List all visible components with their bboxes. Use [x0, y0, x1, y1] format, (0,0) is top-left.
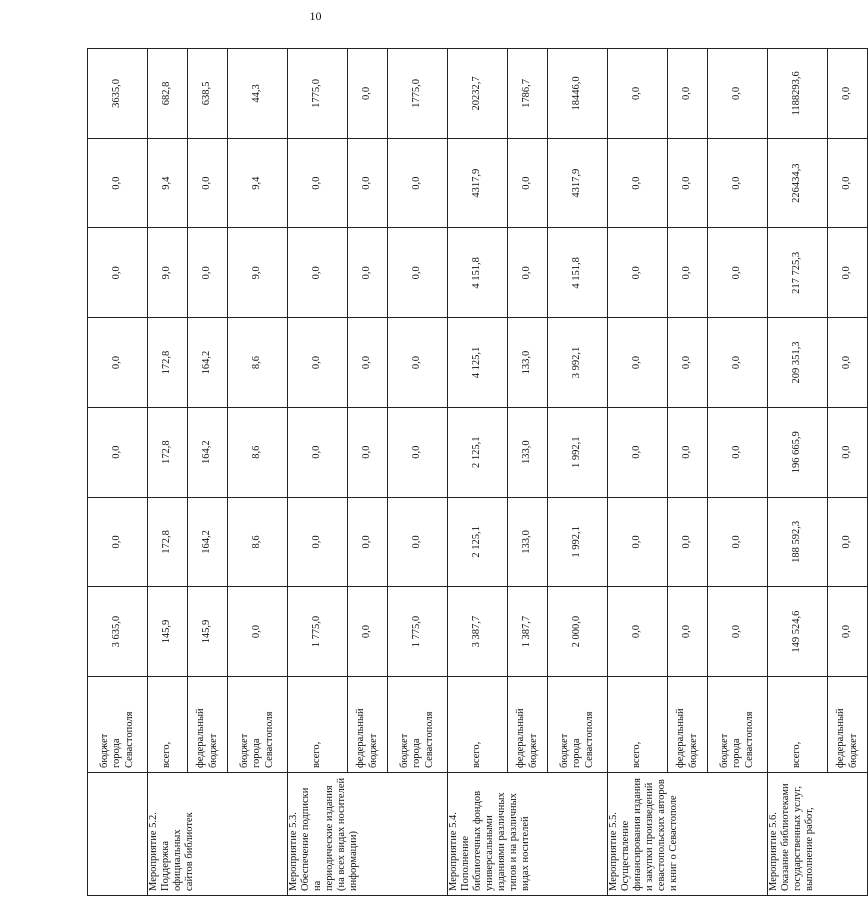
amount-cell: 133,0: [508, 318, 548, 408]
amount-cell: 0,0: [508, 228, 548, 318]
budget-table: [87, 48, 868, 896]
table-row: [668, 49, 708, 896]
table-row: [548, 49, 608, 896]
amount-cell: 2 125,1: [448, 407, 508, 497]
funding-source-cell: бюджет города Севастополя: [708, 676, 768, 772]
amount-cell: 1 775,0: [388, 587, 448, 677]
amount-cell: 0,0: [668, 228, 708, 318]
amount-cell: 0,0: [188, 138, 228, 228]
table-row: [508, 49, 548, 896]
amount-cell: 3635,0: [88, 49, 148, 139]
amount-cell: 0,0: [288, 318, 348, 408]
amount-cell: 9,4: [148, 138, 188, 228]
amount-cell: 172,8: [148, 497, 188, 587]
amount-cell: 20232,7: [448, 49, 508, 139]
amount-cell: 145,9: [188, 587, 228, 677]
table-row: [608, 49, 668, 896]
amount-cell: 0,0: [828, 138, 868, 228]
table-row: [148, 49, 188, 896]
amount-cell: 0,0: [348, 407, 388, 497]
amount-cell: 1775,0: [388, 49, 448, 139]
amount-cell: 4 151,8: [448, 228, 508, 318]
table-row: [228, 49, 288, 896]
amount-cell: 209 351,3: [768, 318, 828, 408]
amount-cell: 0,0: [348, 587, 388, 677]
amount-cell: 0,0: [828, 318, 868, 408]
amount-cell: 0,0: [708, 228, 768, 318]
activity-cell: Мероприятие 5.5. Осуществление финансирования издания и закупки произведений севастопольских авторов и книг о Севастополе: [608, 773, 768, 896]
amount-cell: 0,0: [348, 138, 388, 228]
amount-cell: 0,0: [668, 318, 708, 408]
funding-source-cell: всего,: [288, 676, 348, 772]
amount-cell: 9,0: [228, 228, 288, 318]
amount-cell: 0,0: [88, 318, 148, 408]
table-row: [828, 49, 868, 896]
amount-cell: 1 387,7: [508, 587, 548, 677]
amount-cell: 0,0: [608, 318, 668, 408]
amount-cell: 0,0: [388, 138, 448, 228]
amount-cell: 164,2: [188, 407, 228, 497]
amount-cell: 149 524,6: [768, 587, 828, 677]
amount-cell: 8,6: [228, 407, 288, 497]
amount-cell: 0,0: [348, 228, 388, 318]
amount-cell: 0,0: [88, 407, 148, 497]
amount-cell: 4317,9: [548, 138, 608, 228]
funding-source-cell: федеральный бюджет: [348, 676, 388, 772]
amount-cell: 0,0: [608, 49, 668, 139]
amount-cell: 3 387,7: [448, 587, 508, 677]
funding-source-cell: всего,: [608, 676, 668, 772]
amount-cell: 0,0: [348, 497, 388, 587]
funding-source-cell: федеральный бюджет: [188, 676, 228, 772]
amount-cell: 0,0: [608, 497, 668, 587]
amount-cell: 0,0: [88, 497, 148, 587]
amount-cell: 217 725,3: [768, 228, 828, 318]
table-row: [88, 49, 148, 896]
amount-cell: 0,0: [608, 138, 668, 228]
amount-cell: 4 125,1: [448, 318, 508, 408]
amount-cell: 9,4: [228, 138, 288, 228]
amount-cell: 682,8: [148, 49, 188, 139]
table-row: [348, 49, 388, 896]
amount-cell: 226434,3: [768, 138, 828, 228]
amount-cell: 0,0: [668, 407, 708, 497]
funding-source-cell: федеральный бюджет: [828, 676, 868, 772]
table-row: [288, 49, 348, 896]
amount-cell: 0,0: [288, 228, 348, 318]
funding-source-cell: всего,: [768, 676, 828, 772]
amount-cell: 0,0: [608, 228, 668, 318]
amount-cell: 1 775,0: [288, 587, 348, 677]
amount-cell: 172,8: [148, 407, 188, 497]
amount-cell: 0,0: [608, 407, 668, 497]
page-number: 10: [309, 9, 322, 23]
amount-cell: 0,0: [668, 497, 708, 587]
table-row: [768, 49, 828, 896]
amount-cell: 4 151,8: [548, 228, 608, 318]
amount-cell: 133,0: [508, 407, 548, 497]
activity-cell: Мероприятие 5.6. Оказание библиотеками государственных услуг, выполнение работ,: [768, 773, 868, 896]
amount-cell: 196 665,9: [768, 407, 828, 497]
amount-cell: 0,0: [828, 407, 868, 497]
amount-cell: 0,0: [668, 138, 708, 228]
funding-source-cell: федеральный бюджет: [508, 676, 548, 772]
amount-cell: 164,2: [188, 318, 228, 408]
amount-cell: 1188293,6: [768, 49, 828, 139]
amount-cell: 0,0: [828, 228, 868, 318]
amount-cell: 0,0: [708, 407, 768, 497]
amount-cell: 1775,0: [288, 49, 348, 139]
funding-source-cell: всего,: [448, 676, 508, 772]
amount-cell: 0,0: [88, 228, 148, 318]
activity-cell: Мероприятие 5.4. Пополнение библиотечных фондов универсальными изданиями различных типов и на различных видах носителей: [448, 773, 608, 896]
amount-cell: 188 592,3: [768, 497, 828, 587]
amount-cell: 2 125,1: [448, 497, 508, 587]
amount-cell: 164,2: [188, 497, 228, 587]
activity-cell: Мероприятие 5.2. Поддержка официальных сайтов библиотек: [148, 773, 288, 896]
amount-cell: 0,0: [388, 228, 448, 318]
amount-cell: 0,0: [348, 49, 388, 139]
funding-source-cell: бюджет города Севастополя: [228, 676, 288, 772]
rotated-table-container: [87, 48, 859, 896]
amount-cell: 0,0: [668, 587, 708, 677]
amount-cell: 0,0: [708, 587, 768, 677]
amount-cell: 0,0: [828, 49, 868, 139]
amount-cell: 0,0: [668, 49, 708, 139]
amount-cell: 1 992,1: [548, 497, 608, 587]
table-row: [388, 49, 448, 896]
amount-cell: 3 992,1: [548, 318, 608, 408]
amount-cell: 172,8: [148, 318, 188, 408]
amount-cell: 0,0: [828, 587, 868, 677]
activity-cell: Мероприятие 5.3. Обеспечение подписки на периодические издания (на всех видах носителей информации): [288, 773, 448, 896]
amount-cell: 9,0: [148, 228, 188, 318]
activity-cell: [88, 773, 148, 896]
funding-source-cell: бюджет города Севастополя: [548, 676, 608, 772]
amount-cell: 0,0: [708, 318, 768, 408]
amount-cell: 0,0: [388, 407, 448, 497]
table-row: [708, 49, 768, 896]
amount-cell: 0,0: [288, 138, 348, 228]
funding-source-cell: федеральный бюджет: [668, 676, 708, 772]
amount-cell: 1786,7: [508, 49, 548, 139]
amount-cell: 0,0: [508, 138, 548, 228]
amount-cell: 2 000,0: [548, 587, 608, 677]
amount-cell: 0,0: [708, 49, 768, 139]
amount-cell: 0,0: [708, 138, 768, 228]
funding-source-cell: бюджет города Севастополя: [88, 676, 148, 772]
amount-cell: 0,0: [288, 497, 348, 587]
amount-cell: 8,6: [228, 318, 288, 408]
funding-source-cell: всего,: [148, 676, 188, 772]
amount-cell: 0,0: [388, 497, 448, 587]
amount-cell: 0,0: [388, 318, 448, 408]
amount-cell: 0,0: [828, 497, 868, 587]
amount-cell: 638,5: [188, 49, 228, 139]
amount-cell: 133,0: [508, 497, 548, 587]
funding-source-cell: бюджет города Севастополя: [388, 676, 448, 772]
table-row: [188, 49, 228, 896]
amount-cell: 18446,0: [548, 49, 608, 139]
table-row: [448, 49, 508, 896]
amount-cell: 4317,9: [448, 138, 508, 228]
amount-cell: 0,0: [88, 138, 148, 228]
amount-cell: 0,0: [188, 228, 228, 318]
amount-cell: 0,0: [288, 407, 348, 497]
amount-cell: 1 992,1: [548, 407, 608, 497]
amount-cell: 0,0: [348, 318, 388, 408]
amount-cell: 0,0: [228, 587, 288, 677]
amount-cell: 145,9: [148, 587, 188, 677]
amount-cell: 8,6: [228, 497, 288, 587]
amount-cell: 3 635,0: [88, 587, 148, 677]
amount-cell: 0,0: [708, 497, 768, 587]
amount-cell: 0,0: [608, 587, 668, 677]
amount-cell: 44,3: [228, 49, 288, 139]
